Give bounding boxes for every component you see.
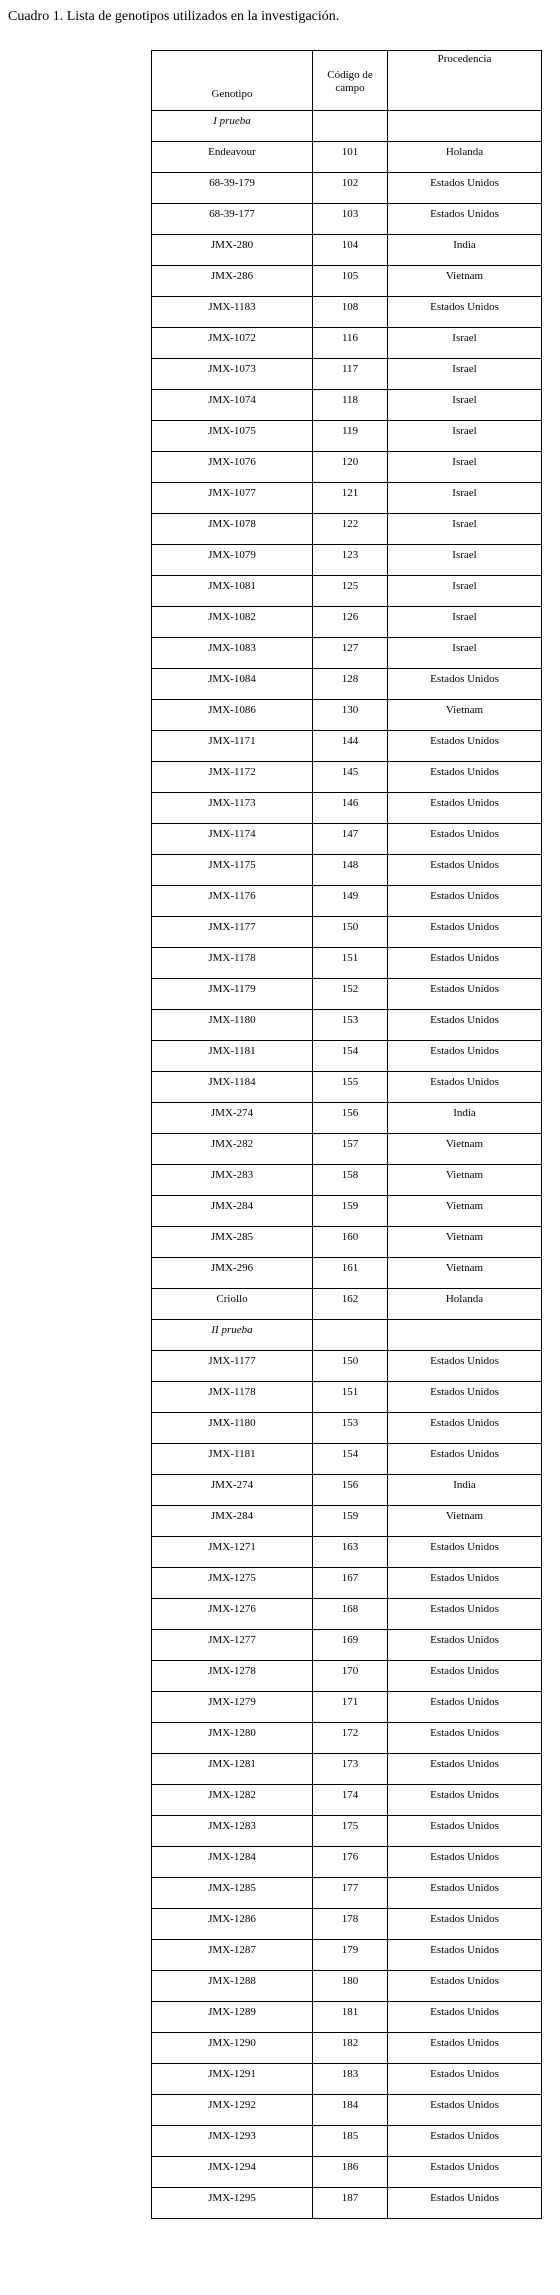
codigo-cell: 158: [313, 1165, 388, 1196]
header-genotipo: Genotipo: [152, 51, 313, 111]
procedencia-cell: Estados Unidos: [388, 762, 542, 793]
genotipo-cell: JMX-1181: [152, 1444, 313, 1475]
genotipo-cell: JMX-1295: [152, 2188, 313, 2219]
table-row: [152, 1723, 542, 1754]
table-row: [152, 1134, 542, 1165]
procedencia-cell: Vietnam: [388, 1165, 542, 1196]
empty-cell: [313, 111, 388, 142]
procedencia-cell: Israel: [388, 545, 542, 576]
procedencia-cell: Holanda: [388, 142, 542, 173]
table-row: [152, 2033, 542, 2064]
table-row: [152, 1785, 542, 1816]
genotipo-cell: JMX-296: [152, 1258, 313, 1289]
genotipo-cell: JMX-1279: [152, 1692, 313, 1723]
procedencia-cell: Estados Unidos: [388, 1010, 542, 1041]
table-row: [152, 1382, 542, 1413]
procedencia-cell: Israel: [388, 607, 542, 638]
table-row: [152, 1041, 542, 1072]
table-row: [152, 1630, 542, 1661]
table-row: [152, 483, 542, 514]
table-row: [152, 1692, 542, 1723]
codigo-cell: 151: [313, 1382, 388, 1413]
table-row: [152, 1909, 542, 1940]
table-row: [152, 266, 542, 297]
procedencia-cell: Estados Unidos: [388, 2188, 542, 2219]
section-row: [152, 111, 542, 142]
table-row: [152, 1816, 542, 1847]
codigo-cell: 130: [313, 700, 388, 731]
codigo-cell: 127: [313, 638, 388, 669]
codigo-cell: 182: [313, 2033, 388, 2064]
table-row: [152, 607, 542, 638]
table-row: [152, 1196, 542, 1227]
codigo-cell: 128: [313, 669, 388, 700]
genotipo-cell: JMX-1283: [152, 1816, 313, 1847]
genotipo-cell: JMX-1174: [152, 824, 313, 855]
genotipo-cell: JMX-1181: [152, 1041, 313, 1072]
genotipo-cell: JMX-286: [152, 266, 313, 297]
header-codigo-line2: campo: [335, 81, 365, 94]
genotipo-cell: JMX-1293: [152, 2126, 313, 2157]
procedencia-cell: Estados Unidos: [388, 1723, 542, 1754]
codigo-cell: 155: [313, 1072, 388, 1103]
procedencia-cell: Estados Unidos: [388, 793, 542, 824]
table-row: [152, 1847, 542, 1878]
codigo-cell: 153: [313, 1413, 388, 1444]
genotipo-cell: JMX-1277: [152, 1630, 313, 1661]
procedencia-cell: Israel: [388, 328, 542, 359]
table-row: [152, 2126, 542, 2157]
table-row: [152, 359, 542, 390]
genotipo-cell: JMX-1180: [152, 1010, 313, 1041]
procedencia-cell: Estados Unidos: [388, 1785, 542, 1816]
procedencia-cell: Israel: [388, 452, 542, 483]
procedencia-cell: Israel: [388, 390, 542, 421]
genotipo-cell: JMX-1184: [152, 1072, 313, 1103]
table-row: [152, 328, 542, 359]
table-row: [152, 142, 542, 173]
codigo-cell: 125: [313, 576, 388, 607]
table-row: [152, 1103, 542, 1134]
table-row: [152, 1754, 542, 1785]
codigo-cell: 123: [313, 545, 388, 576]
codigo-cell: 172: [313, 1723, 388, 1754]
procedencia-cell: Estados Unidos: [388, 1630, 542, 1661]
codigo-cell: 180: [313, 1971, 388, 2002]
table-row: [152, 1227, 542, 1258]
table-row: [152, 514, 542, 545]
table-row: [152, 1351, 542, 1382]
genotipo-cell: JMX-1171: [152, 731, 313, 762]
procedencia-cell: Estados Unidos: [388, 669, 542, 700]
procedencia-cell: Israel: [388, 421, 542, 452]
genotipo-cell: JMX-1082: [152, 607, 313, 638]
codigo-cell: 179: [313, 1940, 388, 1971]
codigo-cell: 185: [313, 2126, 388, 2157]
table-row: [152, 700, 542, 731]
procedencia-cell: Estados Unidos: [388, 979, 542, 1010]
table-row: [152, 824, 542, 855]
procedencia-cell: Estados Unidos: [388, 2126, 542, 2157]
table-row: [152, 576, 542, 607]
table-row: [152, 855, 542, 886]
table-row: [152, 1661, 542, 1692]
procedencia-cell: Estados Unidos: [388, 2157, 542, 2188]
genotipo-cell: JMX-1172: [152, 762, 313, 793]
genotipo-cell: Criollo: [152, 1289, 313, 1320]
section-row: [152, 1320, 542, 1351]
genotipo-cell: JMX-1178: [152, 1382, 313, 1413]
procedencia-cell: India: [388, 1475, 542, 1506]
procedencia-cell: Estados Unidos: [388, 1072, 542, 1103]
genotipo-cell: JMX-285: [152, 1227, 313, 1258]
genotipo-cell: JMX-1073: [152, 359, 313, 390]
procedencia-cell: Estados Unidos: [388, 1847, 542, 1878]
procedencia-cell: Estados Unidos: [388, 1971, 542, 2002]
codigo-cell: 121: [313, 483, 388, 514]
genotipo-cell: JMX-1284: [152, 1847, 313, 1878]
procedencia-cell: India: [388, 235, 542, 266]
codigo-cell: 167: [313, 1568, 388, 1599]
codigo-cell: 152: [313, 979, 388, 1010]
procedencia-cell: Estados Unidos: [388, 1754, 542, 1785]
procedencia-cell: Estados Unidos: [388, 1692, 542, 1723]
genotipo-cell: JMX-284: [152, 1196, 313, 1227]
genotipo-cell: JMX-1289: [152, 2002, 313, 2033]
table-body: [152, 111, 542, 2219]
procedencia-cell: Estados Unidos: [388, 1940, 542, 1971]
codigo-cell: 116: [313, 328, 388, 359]
genotipo-cell: JMX-1275: [152, 1568, 313, 1599]
table-row: [152, 1010, 542, 1041]
genotipo-cell: JMX-1290: [152, 2033, 313, 2064]
table-row: [152, 1971, 542, 2002]
genotipo-cell: JMX-280: [152, 235, 313, 266]
genotipo-cell: JMX-1175: [152, 855, 313, 886]
procedencia-cell: India: [388, 1103, 542, 1134]
procedencia-cell: Estados Unidos: [388, 731, 542, 762]
procedencia-cell: Vietnam: [388, 1227, 542, 1258]
codigo-cell: 163: [313, 1537, 388, 1568]
genotipo-cell: JMX-283: [152, 1165, 313, 1196]
codigo-cell: 154: [313, 1041, 388, 1072]
table-row: [152, 1413, 542, 1444]
codigo-cell: 186: [313, 2157, 388, 2188]
genotipo-cell: JMX-1084: [152, 669, 313, 700]
procedencia-cell: Estados Unidos: [388, 1382, 542, 1413]
procedencia-cell: Israel: [388, 483, 542, 514]
procedencia-cell: Estados Unidos: [388, 1351, 542, 1382]
table-row: [152, 1537, 542, 1568]
procedencia-cell: Estados Unidos: [388, 2033, 542, 2064]
procedencia-cell: Israel: [388, 638, 542, 669]
procedencia-cell: Estados Unidos: [388, 2002, 542, 2033]
codigo-cell: 183: [313, 2064, 388, 2095]
codigo-cell: 147: [313, 824, 388, 855]
codigo-cell: 108: [313, 297, 388, 328]
table-row: [152, 1475, 542, 1506]
codigo-cell: 145: [313, 762, 388, 793]
table-row: [152, 979, 542, 1010]
procedencia-cell: Vietnam: [388, 1258, 542, 1289]
table-row: [152, 2188, 542, 2219]
genotipo-cell: JMX-1280: [152, 1723, 313, 1754]
genotipo-cell: 68-39-177: [152, 204, 313, 235]
genotipo-cell: JMX-1276: [152, 1599, 313, 1630]
genotipo-cell: JMX-1271: [152, 1537, 313, 1568]
genotipo-cell: JMX-1183: [152, 297, 313, 328]
codigo-cell: 156: [313, 1475, 388, 1506]
codigo-cell: 126: [313, 607, 388, 638]
genotipo-cell: JMX-1282: [152, 1785, 313, 1816]
codigo-cell: 184: [313, 2095, 388, 2126]
procedencia-cell: Estados Unidos: [388, 2095, 542, 2126]
procedencia-cell: Estados Unidos: [388, 1537, 542, 1568]
codigo-cell: 162: [313, 1289, 388, 1320]
table-row: [152, 452, 542, 483]
table-row: [152, 1444, 542, 1475]
empty-cell: [388, 111, 542, 142]
procedencia-cell: Estados Unidos: [388, 2064, 542, 2095]
header-row: [152, 51, 542, 111]
section-title: I prueba: [152, 111, 313, 142]
genotipo-cell: JMX-1177: [152, 1351, 313, 1382]
codigo-cell: 117: [313, 359, 388, 390]
table-row: [152, 1258, 542, 1289]
genotipo-cell: JMX-1074: [152, 390, 313, 421]
codigo-cell: 101: [313, 142, 388, 173]
codigo-cell: 120: [313, 452, 388, 483]
procedencia-cell: Vietnam: [388, 700, 542, 731]
table-row: [152, 1878, 542, 1909]
procedencia-cell: Estados Unidos: [388, 1568, 542, 1599]
procedencia-cell: Estados Unidos: [388, 886, 542, 917]
table-caption: Cuadro 1. Lista de genotipos utilizados en la investigación.: [8, 9, 340, 24]
codigo-cell: 151: [313, 948, 388, 979]
procedencia-cell: Estados Unidos: [388, 173, 542, 204]
table-row: [152, 297, 542, 328]
genotipo-cell: JMX-1281: [152, 1754, 313, 1785]
genotipo-cell: JMX-1072: [152, 328, 313, 359]
genotipo-cell: JMX-1077: [152, 483, 313, 514]
codigo-cell: 161: [313, 1258, 388, 1289]
section-title: II prueba: [152, 1320, 313, 1351]
table-row: [152, 1165, 542, 1196]
table-row: [152, 2002, 542, 2033]
table-row: [152, 793, 542, 824]
genotipo-cell: JMX-1285: [152, 1878, 313, 1909]
table-row: [152, 1568, 542, 1599]
codigo-cell: 177: [313, 1878, 388, 1909]
table-row: [152, 173, 542, 204]
codigo-cell: 160: [313, 1227, 388, 1258]
procedencia-cell: Estados Unidos: [388, 1816, 542, 1847]
genotipo-cell: JMX-284: [152, 1506, 313, 1537]
genotipo-cell: JMX-1287: [152, 1940, 313, 1971]
table-row: [152, 948, 542, 979]
codigo-cell: 148: [313, 855, 388, 886]
codigo-cell: 156: [313, 1103, 388, 1134]
genotipo-cell: JMX-1286: [152, 1909, 313, 1940]
header-codigo-de-campo: [313, 51, 388, 111]
genotipo-cell: JMX-1086: [152, 700, 313, 731]
genotipo-cell: JMX-1083: [152, 638, 313, 669]
codigo-cell: 103: [313, 204, 388, 235]
genotipo-cell: JMX-1081: [152, 576, 313, 607]
table-row: [152, 1289, 542, 1320]
table-row: [152, 390, 542, 421]
genotipo-cell: JMX-1173: [152, 793, 313, 824]
table-row: [152, 421, 542, 452]
genotipo-cell: JMX-1278: [152, 1661, 313, 1692]
codigo-cell: 150: [313, 1351, 388, 1382]
table-row: [152, 886, 542, 917]
genotipo-cell: JMX-1291: [152, 2064, 313, 2095]
codigo-cell: 187: [313, 2188, 388, 2219]
codigo-cell: 105: [313, 266, 388, 297]
procedencia-cell: Vietnam: [388, 1506, 542, 1537]
table-row: [152, 1599, 542, 1630]
genotipo-cell: JMX-1076: [152, 452, 313, 483]
genotipo-cell: JMX-1176: [152, 886, 313, 917]
genotipo-cell: JMX-1292: [152, 2095, 313, 2126]
codigo-cell: 181: [313, 2002, 388, 2033]
procedencia-cell: Estados Unidos: [388, 1041, 542, 1072]
procedencia-cell: Vietnam: [388, 1196, 542, 1227]
codigo-cell: 146: [313, 793, 388, 824]
genotipo-cell: JMX-1288: [152, 1971, 313, 2002]
codigo-cell: 157: [313, 1134, 388, 1165]
table-row: [152, 2064, 542, 2095]
procedencia-cell: Holanda: [388, 1289, 542, 1320]
codigo-cell: 144: [313, 731, 388, 762]
table-row: [152, 204, 542, 235]
codigo-cell: 170: [313, 1661, 388, 1692]
header-procedencia: Procedencia: [388, 51, 542, 111]
genotipo-cell: Endeavour: [152, 142, 313, 173]
codigo-cell: 171: [313, 1692, 388, 1723]
genotipo-cell: JMX-1179: [152, 979, 313, 1010]
procedencia-cell: Estados Unidos: [388, 948, 542, 979]
empty-cell: [388, 1320, 542, 1351]
codigo-cell: 153: [313, 1010, 388, 1041]
genotipo-cell: JMX-1177: [152, 917, 313, 948]
codigo-cell: 175: [313, 1816, 388, 1847]
codigo-cell: 159: [313, 1506, 388, 1537]
procedencia-cell: Estados Unidos: [388, 297, 542, 328]
genotipo-cell: JMX-1294: [152, 2157, 313, 2188]
codigo-cell: 168: [313, 1599, 388, 1630]
codigo-cell: 118: [313, 390, 388, 421]
genotipo-cell: JMX-1078: [152, 514, 313, 545]
table-row: [152, 638, 542, 669]
procedencia-cell: Estados Unidos: [388, 824, 542, 855]
procedencia-cell: Estados Unidos: [388, 204, 542, 235]
procedencia-cell: Israel: [388, 359, 542, 390]
genotipo-cell: JMX-274: [152, 1475, 313, 1506]
table-row: [152, 669, 542, 700]
procedencia-cell: Estados Unidos: [388, 917, 542, 948]
table-row: [152, 1072, 542, 1103]
empty-cell: [313, 1320, 388, 1351]
table-row: [152, 917, 542, 948]
codigo-cell: 149: [313, 886, 388, 917]
genotype-table: [151, 50, 542, 2219]
procedencia-cell: Estados Unidos: [388, 1909, 542, 1940]
table-row: [152, 2157, 542, 2188]
codigo-cell: 154: [313, 1444, 388, 1475]
codigo-cell: 178: [313, 1909, 388, 1940]
genotipo-cell: 68-39-179: [152, 173, 313, 204]
codigo-cell: 122: [313, 514, 388, 545]
codigo-cell: 102: [313, 173, 388, 204]
genotipo-cell: JMX-1079: [152, 545, 313, 576]
table-row: [152, 2095, 542, 2126]
procedencia-cell: Estados Unidos: [388, 1878, 542, 1909]
table-row: [152, 1506, 542, 1537]
table-row: [152, 1940, 542, 1971]
procedencia-cell: Estados Unidos: [388, 1413, 542, 1444]
table-row: [152, 545, 542, 576]
codigo-cell: 150: [313, 917, 388, 948]
genotipo-cell: JMX-1180: [152, 1413, 313, 1444]
procedencia-cell: Estados Unidos: [388, 1444, 542, 1475]
procedencia-cell: Vietnam: [388, 1134, 542, 1165]
codigo-cell: 159: [313, 1196, 388, 1227]
header-codigo-line1: Código de: [327, 68, 373, 81]
table-row: [152, 731, 542, 762]
codigo-cell: 174: [313, 1785, 388, 1816]
genotipo-cell: JMX-282: [152, 1134, 313, 1165]
procedencia-cell: Vietnam: [388, 266, 542, 297]
genotipo-cell: JMX-1075: [152, 421, 313, 452]
procedencia-cell: Estados Unidos: [388, 855, 542, 886]
codigo-cell: 119: [313, 421, 388, 452]
table-row: [152, 235, 542, 266]
codigo-cell: 173: [313, 1754, 388, 1785]
procedencia-cell: Israel: [388, 576, 542, 607]
procedencia-cell: Israel: [388, 514, 542, 545]
genotipo-cell: JMX-274: [152, 1103, 313, 1134]
procedencia-cell: Estados Unidos: [388, 1661, 542, 1692]
genotipo-cell: JMX-1178: [152, 948, 313, 979]
codigo-cell: 104: [313, 235, 388, 266]
procedencia-cell: Estados Unidos: [388, 1599, 542, 1630]
codigo-cell: 169: [313, 1630, 388, 1661]
table-row: [152, 762, 542, 793]
codigo-cell: 176: [313, 1847, 388, 1878]
